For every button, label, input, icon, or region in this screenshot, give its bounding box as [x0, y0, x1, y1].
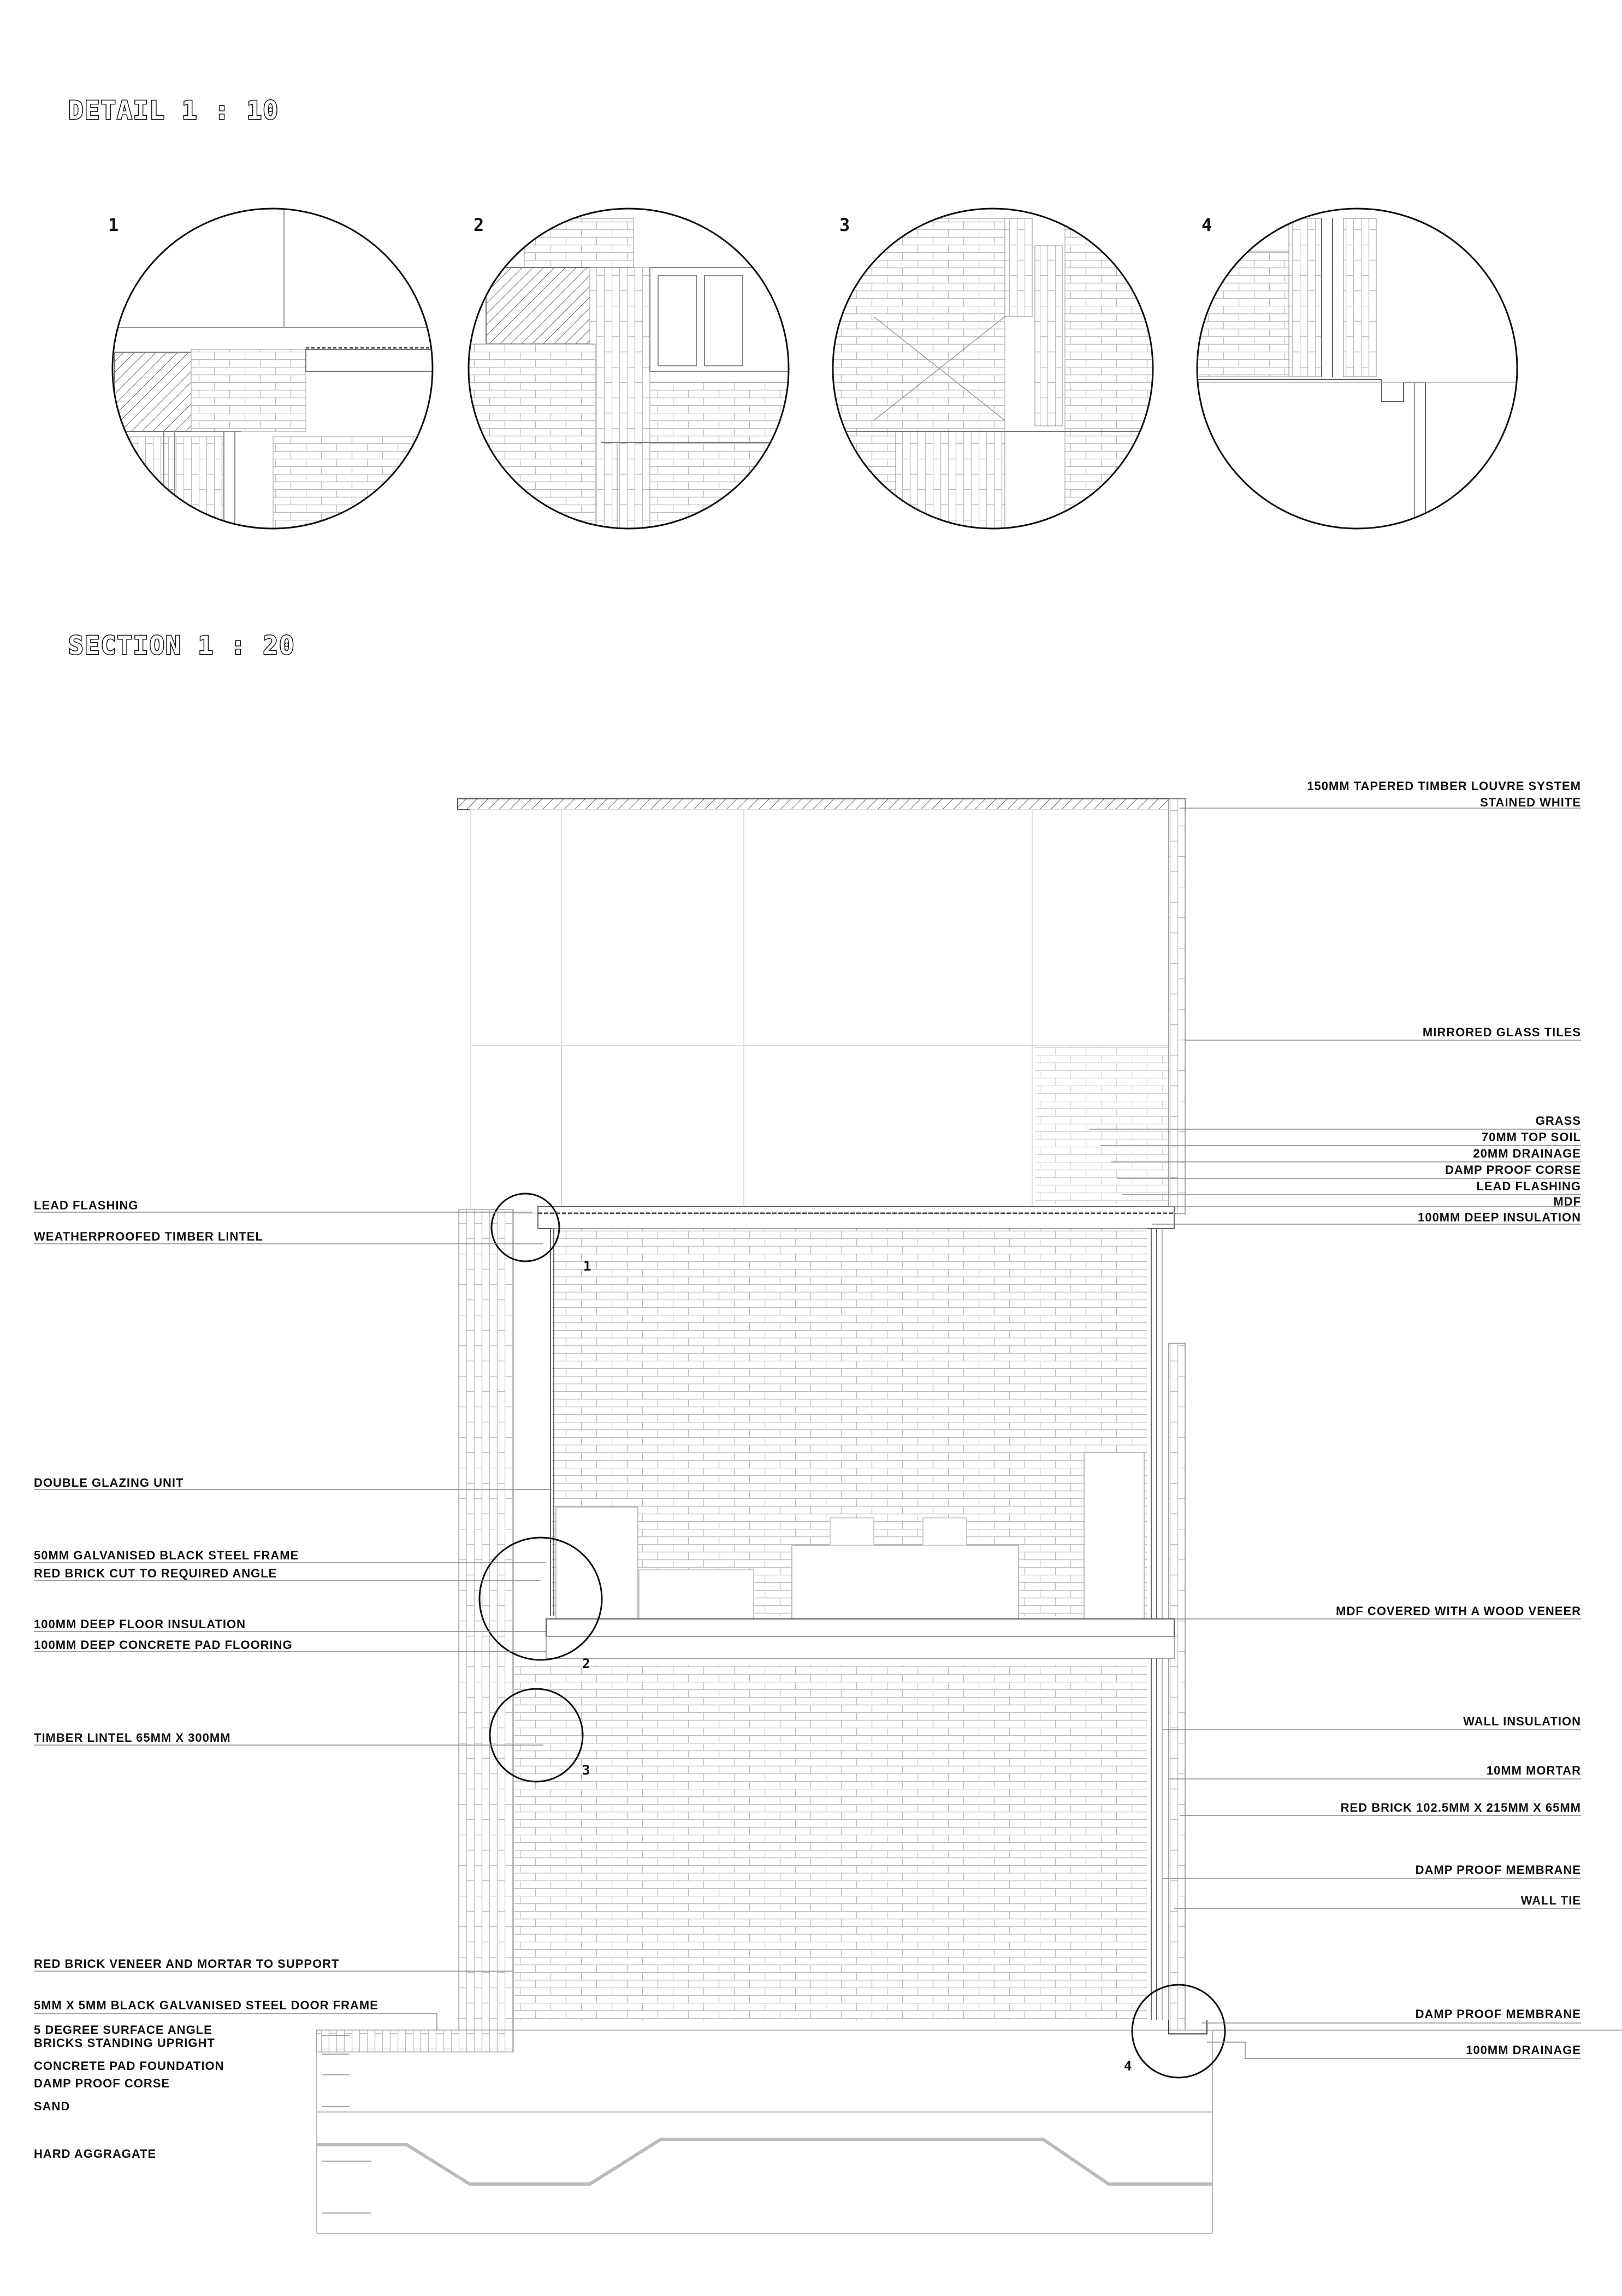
label-stained-white: STAINED WHITE	[1480, 796, 1581, 809]
detail-number-2: 2	[473, 215, 484, 235]
label-red-brick: RED BRICK 102.5MM X 215MM X 65MM	[1340, 1801, 1581, 1814]
label-double-glazing: DOUBLE GLAZING UNIT	[34, 1476, 184, 1490]
section-marker-2: 2	[582, 1656, 590, 1671]
label-mdf-veneer: MDF COVERED WITH A WOOD VENEER	[1336, 1604, 1581, 1618]
label-lead-flashing-roof: LEAD FLASHING	[1476, 1179, 1581, 1193]
detail-circle-4	[1196, 207, 1524, 535]
label-mdf-roof: MDF	[1553, 1195, 1581, 1208]
label-timber-lintel: TIMBER LINTEL 65MM X 300MM	[34, 1731, 231, 1745]
label-floor-insulation: 100MM DEEP FLOOR INSULATION	[34, 1617, 246, 1631]
label-concrete-pad: CONCRETE PAD FOUNDATION	[34, 2059, 224, 2073]
detail-number-4: 4	[1201, 215, 1212, 235]
label-surface-angle: 5 DEGREE SURFACE ANGLE	[34, 2023, 212, 2037]
label-dpm-base: DAMP PROOF MEMBRANE	[1415, 2007, 1581, 2021]
label-wall-tie: WALL TIE	[1520, 1894, 1581, 1907]
label-bricks-upright: BRICKS STANDING UPRIGHT	[34, 2036, 215, 2050]
label-drainage-100: 100MM DRAINAGE	[1466, 2043, 1581, 2057]
detail-title: DETAIL 1 : 10	[68, 96, 280, 125]
label-dpc-roof: DAMP PROOF CORSE	[1445, 1163, 1581, 1177]
section-marker-4: 4	[1124, 2058, 1132, 2074]
detail-number-1: 1	[108, 215, 119, 235]
label-top-soil: 70MM TOP SOIL	[1481, 1130, 1581, 1144]
label-steel-frame: 50MM GALVANISED BLACK STEEL FRAME	[34, 1549, 299, 1562]
label-sand: SAND	[34, 2099, 70, 2113]
label-dpc: DAMP PROOF CORSE	[34, 2077, 170, 2090]
label-insulation-100: 100MM DEEP INSULATION	[1418, 1211, 1581, 1224]
label-wall-insulation: WALL INSULATION	[1463, 1714, 1581, 1728]
label-door-frame: 5MM X 5MM BLACK GALVANISED STEEL DOOR FRAME	[34, 1998, 378, 2012]
label-hard-aggregate: HARD AGGRAGATE	[34, 2147, 157, 2161]
label-concrete-flooring: 100MM DEEP CONCRETE PAD FLOORING	[34, 1638, 293, 1652]
label-lead-flashing: LEAD FLASHING	[34, 1199, 139, 1212]
label-weatherproofed-lintel: WEATHERPROOFED TIMBER LINTEL	[34, 1230, 263, 1243]
label-dpm-wall: DAMP PROOF MEMBRANE	[1415, 1863, 1581, 1877]
label-louvre-system: 150MM TAPERED TIMBER LOUVRE SYSTEM	[1307, 779, 1581, 793]
label-mirrored-glass: MIRRORED GLASS TILES	[1422, 1025, 1581, 1039]
label-grass: GRASS	[1535, 1114, 1581, 1128]
label-brick-veneer: RED BRICK VENEER AND MORTAR TO SUPPORT	[34, 1957, 340, 1971]
section-marker-1: 1	[583, 1259, 591, 1274]
label-mortar: 10MM MORTAR	[1486, 1764, 1581, 1777]
section-marker-3: 3	[582, 1763, 590, 1778]
detail-number-3: 3	[839, 215, 850, 235]
section-title: SECTION 1 : 20	[68, 631, 295, 660]
label-drainage-20: 20MM DRAINAGE	[1473, 1147, 1581, 1160]
label-brick-cut: RED BRICK CUT TO REQUIRED ANGLE	[34, 1567, 277, 1580]
